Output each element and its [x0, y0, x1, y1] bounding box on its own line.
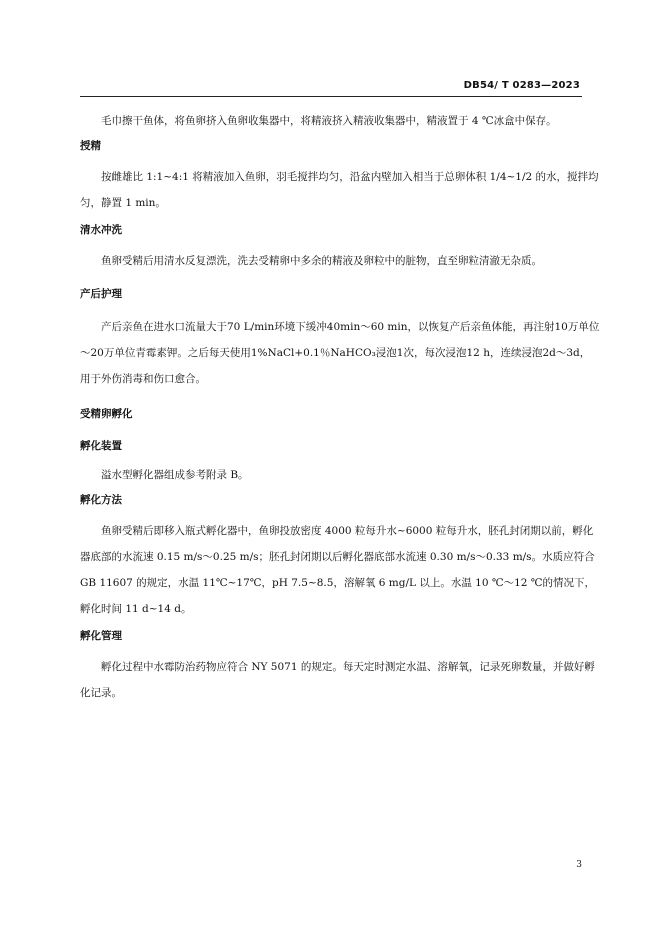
- document-body: [80, 108, 600, 706]
- paragraph-fertilization: 按雌雄比 1:1~4:1 将精液加入鱼卵，羽毛搅拌均匀，沿盆内壁加入相当于总卵体积 1/4~1/2 的水，搅拌均匀，静置 1 min。: [80, 171, 599, 209]
- paragraph-device: 溢水型孵化器组成参考附录 B。: [101, 469, 249, 481]
- heading-method: 孵化方法: [80, 494, 122, 506]
- page-number: 3: [576, 860, 582, 870]
- heading-rinse: 清水冲洗: [80, 224, 122, 236]
- heading-fertilization: 授精: [80, 140, 101, 152]
- paragraph-rinse: 鱼卵受精后用清水反复漂洗，洗去受精卵中多余的精液及卵粒中的脏物，直至卵粒清澈无杂质。: [101, 255, 542, 267]
- heading-postcare: 产后护理: [80, 288, 122, 300]
- paragraph-postcare: 产后亲鱼在进水口流量大于70 L/min环境下缓冲40min～60 min，以恢复产后亲鱼体能，再注射10万单位～20万单位青霉素钾。之后每天使用1%NaCl+0.1％NaHCO₃浸泡1次，每次浸泡12 h，连续浸泡2d～3d，用于外伤消毒和伤口愈合。: [80, 321, 600, 385]
- paragraph-intro: 毛巾擦干鱼体，将鱼卵挤入鱼卵收集器中，将精液挤入精液收集器中，精液置于 4 ℃冰盒中保存。: [101, 115, 557, 127]
- heading-management: 孵化管理: [80, 630, 122, 642]
- header-divider: [80, 96, 582, 97]
- heading-hatching: 受精卵孵化: [80, 408, 133, 420]
- paragraph-management: 孵化过程中水霉防治药物应符合 NY 5071 的规定。每天定时测定水温、溶解氧，记录死卵数量，并做好孵化记录。: [80, 661, 595, 699]
- paragraph-method: 鱼卵受精后即移入瓶式孵化器中，鱼卵投放密度 4000 粒每升水~6000 粒每升水，胚孔封闭期以前，孵化器底部的水流速 0.15 m/s～0.25 m/s；胚孔封闭期以后孵化器底部水流速 0.30 m/s～0.33 m/s。水质应符合 GB 11607 的规定，水温 11℃~17℃，pH 7.5~8.5，溶解氧 6 mg/L 以上。水温 10 ℃～12 ℃的情况下，孵化时间 11 d~14 d。: [80, 525, 596, 615]
- document-code: DB54/ T 0283—2023: [463, 80, 580, 91]
- heading-device: 孵化装置: [80, 440, 122, 452]
